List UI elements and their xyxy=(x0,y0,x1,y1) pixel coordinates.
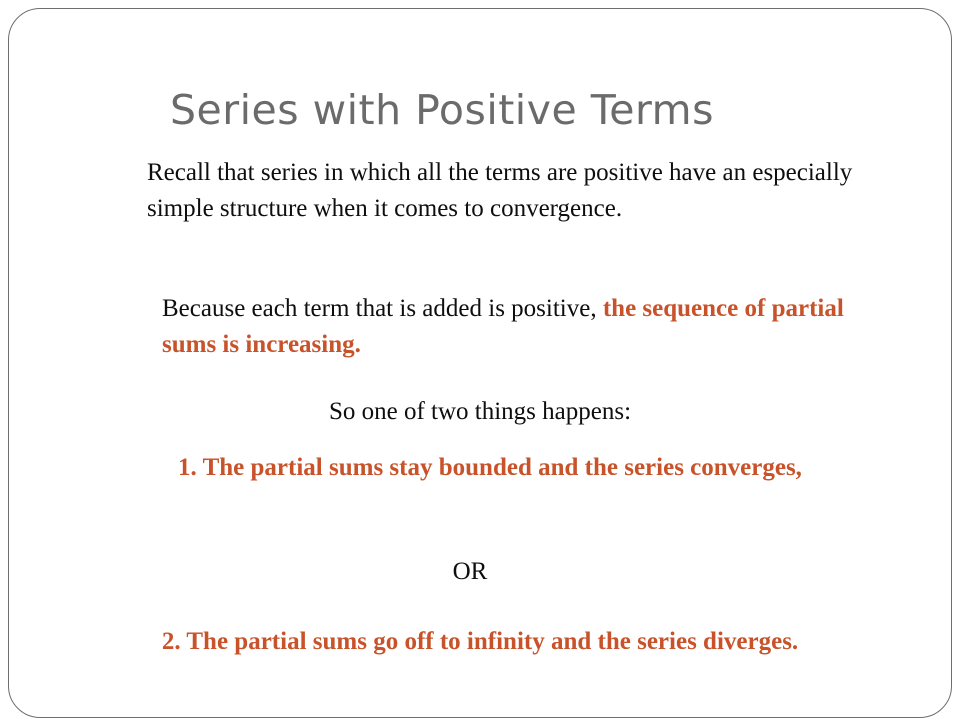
increasing-paragraph-text: Because each term that is added is positive, xyxy=(162,295,603,322)
case-1-converges: 1. The partial sums stay bounded and the series converges, xyxy=(178,454,802,481)
two-things-line: So one of two things happens: xyxy=(328,398,632,425)
increasing-paragraph-highlight: the sequence of partial sums is increasing. xyxy=(162,295,844,358)
slide-title: Series with Positive Terms xyxy=(170,86,714,134)
increasing-paragraph xyxy=(162,291,862,363)
case-2-diverges: 2. The partial sums go off to infinity and the series diverges. xyxy=(161,628,799,655)
intro-paragraph: Recall that series in which all the terms are positive have an especially simple structure when it comes to convergence. xyxy=(147,159,853,222)
or-separator: OR xyxy=(452,558,488,585)
